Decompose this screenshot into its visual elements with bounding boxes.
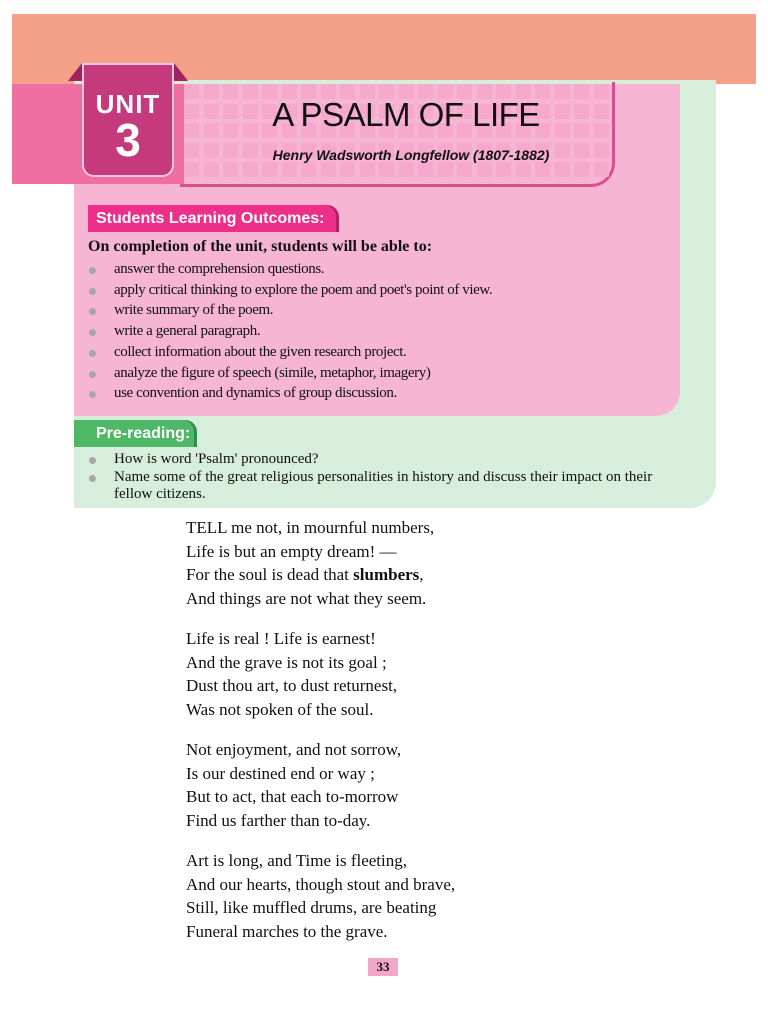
grid-cell	[184, 162, 199, 177]
poem-line: TELL me not, in mournful numbers,	[186, 518, 435, 537]
grid-cell	[223, 162, 238, 177]
grid-cell	[262, 162, 277, 177]
list-item	[88, 451, 688, 469]
poem-line: Find us farther than to-day.	[186, 810, 371, 830]
grid-cell	[399, 162, 414, 177]
prereading-heading: Pre-reading:	[74, 420, 194, 447]
stanza-2	[186, 627, 455, 721]
poem-line: Life is but an empty dream! —	[186, 541, 397, 561]
badge-fold-right	[174, 63, 188, 81]
poem-line: And the grave is not its goal ;	[186, 652, 387, 672]
poem-line: And things are not what they seem.	[186, 588, 427, 608]
unit-label: UNIT	[95, 89, 161, 119]
poem-line: Life is real ! Life is earnest!	[186, 629, 376, 648]
poem-line: Is our destined end or way ;	[186, 763, 375, 783]
outcomes-list	[88, 259, 492, 404]
outcome-text: apply critical thinking to explore the poem and poet's point of view.	[114, 281, 493, 298]
poem-line: Still, like muffled drums, are beating	[186, 898, 437, 917]
outcome-text: collect information about the given research project.	[114, 343, 407, 360]
grid-cell	[516, 162, 531, 177]
bullet-icon	[89, 457, 96, 464]
bullet-icon	[89, 308, 96, 315]
prereading-text: How is word 'Psalm' pronounced?	[114, 451, 319, 467]
grid-cell	[321, 162, 336, 177]
outcome-text: analyze the figure of speech (simile, metaphor, imagery)	[114, 364, 431, 381]
outcome-text: answer the comprehension questions.	[114, 261, 325, 277]
grid-cell	[282, 162, 297, 177]
bullet-icon	[89, 350, 96, 357]
grid-cell	[535, 162, 550, 177]
poem-line: Funeral marches to the grave.	[186, 921, 388, 941]
list-item	[88, 321, 492, 342]
outcome-text: write summary of the poem.	[114, 302, 274, 319]
grid-cell	[496, 162, 511, 177]
poem-author: Henry Wadsworth Longfellow (1807-1882)	[272, 147, 550, 163]
bullet-icon	[89, 391, 96, 398]
bullet-icon	[89, 371, 96, 378]
grid-cell	[574, 162, 589, 177]
grid-cell	[243, 162, 258, 177]
list-item	[88, 280, 492, 301]
poem-line: And our hearts, though stout and brave,	[186, 874, 456, 894]
poem-line: But to act, that each to-morrow	[186, 787, 399, 806]
bullet-icon	[89, 267, 96, 274]
outcomes-heading: Students Learning Outcomes:	[88, 205, 336, 232]
grid-cell	[379, 162, 394, 177]
prereading-text: Name some of the great religious personalities in history and discuss their impact on their fellow citizens.	[114, 468, 653, 502]
page-number: 33	[368, 958, 398, 976]
grid-cell	[204, 162, 219, 177]
prereading-list	[88, 451, 688, 504]
grid-cell	[301, 162, 316, 177]
poem-line-punct: ,	[419, 565, 424, 584]
stanza-1	[186, 516, 455, 610]
grid-cell	[360, 162, 375, 177]
poem-line: Art is long, and Time is fleeting,	[186, 851, 407, 870]
grid-cell	[438, 162, 453, 177]
poem-line-text: For the soul is dead that	[186, 565, 354, 584]
list-item	[88, 363, 492, 384]
stanza-3	[186, 738, 455, 832]
grid-cell	[477, 162, 492, 177]
unit-number: 3	[115, 114, 141, 166]
unit-badge	[82, 63, 174, 177]
list-item	[88, 383, 492, 404]
stanza-4	[186, 849, 455, 943]
bullet-icon	[89, 475, 96, 482]
outcome-text: write a general paragraph.	[114, 323, 261, 340]
list-item	[88, 469, 688, 504]
badge-fold-left	[68, 63, 82, 81]
bullet-icon	[89, 329, 96, 336]
bullet-icon	[89, 288, 96, 295]
vocab-word: slumbers	[353, 565, 420, 584]
poem-line: Not enjoyment, and not sorrow,	[186, 740, 402, 759]
list-item	[88, 300, 492, 321]
grid-cell	[418, 162, 433, 177]
poem-line: Was not spoken of the soul.	[186, 699, 374, 719]
list-item	[88, 342, 492, 363]
outcome-text: use convention and dynamics of group discussion.	[114, 385, 397, 402]
poem-line	[186, 563, 455, 587]
list-item	[88, 259, 492, 280]
poem-body	[186, 516, 455, 960]
poem-line: Dust thou art, to dust returnest,	[186, 676, 398, 695]
grid-cell	[457, 162, 472, 177]
outcomes-lead: On completion of the unit, students will be able to:	[88, 238, 433, 255]
grid-cell	[594, 162, 609, 177]
grid-cell	[555, 162, 570, 177]
poem-title: A PSALM OF LIFE	[272, 96, 540, 133]
grid-cell	[340, 162, 355, 177]
